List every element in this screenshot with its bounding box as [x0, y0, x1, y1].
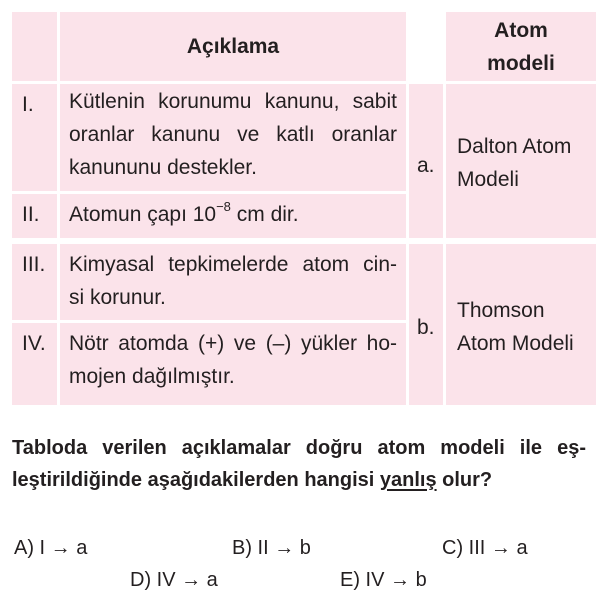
question-line-2-after: olur?	[436, 469, 493, 491]
header-blank-cell	[12, 12, 57, 81]
row-4-line-1: Nötr atomda (+) ve (–) yükler ho-	[69, 332, 397, 355]
option-a[interactable]: A) I → a	[14, 537, 88, 559]
option-b[interactable]: B) II → b	[232, 537, 311, 559]
header-explanation	[60, 12, 406, 81]
option-c[interactable]: C) III → a	[442, 537, 528, 559]
row-numeral-3: III.	[22, 253, 46, 276]
model-a-name-line-2: Modeli	[457, 168, 519, 191]
row-2-text	[69, 198, 299, 231]
row-1-line-3: kanununu destekler.	[69, 156, 257, 179]
model-b-name-line-2: Atom Modeli	[457, 332, 574, 355]
row-2-exponent: −8	[216, 199, 231, 214]
model-a-name-line-1: Dalton Atom	[457, 135, 572, 158]
model-letter-a: a.	[417, 154, 435, 177]
question-stem	[12, 432, 586, 496]
question-line-2-before: leştirildiğinde aşağıdakilerden hangisi	[12, 469, 380, 491]
header-explanation-label: Açıklama	[186, 35, 280, 58]
question-line-1: Tabloda verilen açıklamalar doğru atom modeli ile eş-	[12, 437, 586, 459]
row-2-text-before: Atomun çapı 10	[69, 203, 217, 226]
numeral-cell-1	[12, 84, 57, 191]
header-model-line2: modeli	[487, 51, 555, 75]
model-b-name-line-1: Thomson	[457, 299, 545, 322]
row-numeral-2: II.	[22, 203, 40, 226]
row-4-line-2: mojen dağılmıştır.	[69, 365, 235, 388]
row-3-line-2: si korunur.	[69, 286, 166, 309]
header-model-line1: Atom	[494, 18, 548, 42]
question-line-2	[12, 464, 586, 496]
model-letter-b: b.	[417, 316, 435, 339]
row-1-line-2: oranlar kanunu ve katlı oranlar	[69, 123, 397, 146]
row-2-text-after: cm dir.	[230, 203, 299, 226]
option-e[interactable]: E) IV → b	[340, 569, 427, 591]
row-numeral-1: I.	[22, 93, 34, 116]
option-d[interactable]: D) IV → a	[130, 569, 218, 591]
row-3-line-1: Kimyasal tepkimelerde atom cin-	[69, 253, 397, 276]
question-emphasis: yanlış	[379, 469, 437, 491]
row-numeral-4: IV.	[22, 332, 46, 355]
row-1-line-1: Kütlenin korunumu kanunu, sabit	[69, 90, 397, 113]
header-atom-model	[446, 12, 596, 81]
